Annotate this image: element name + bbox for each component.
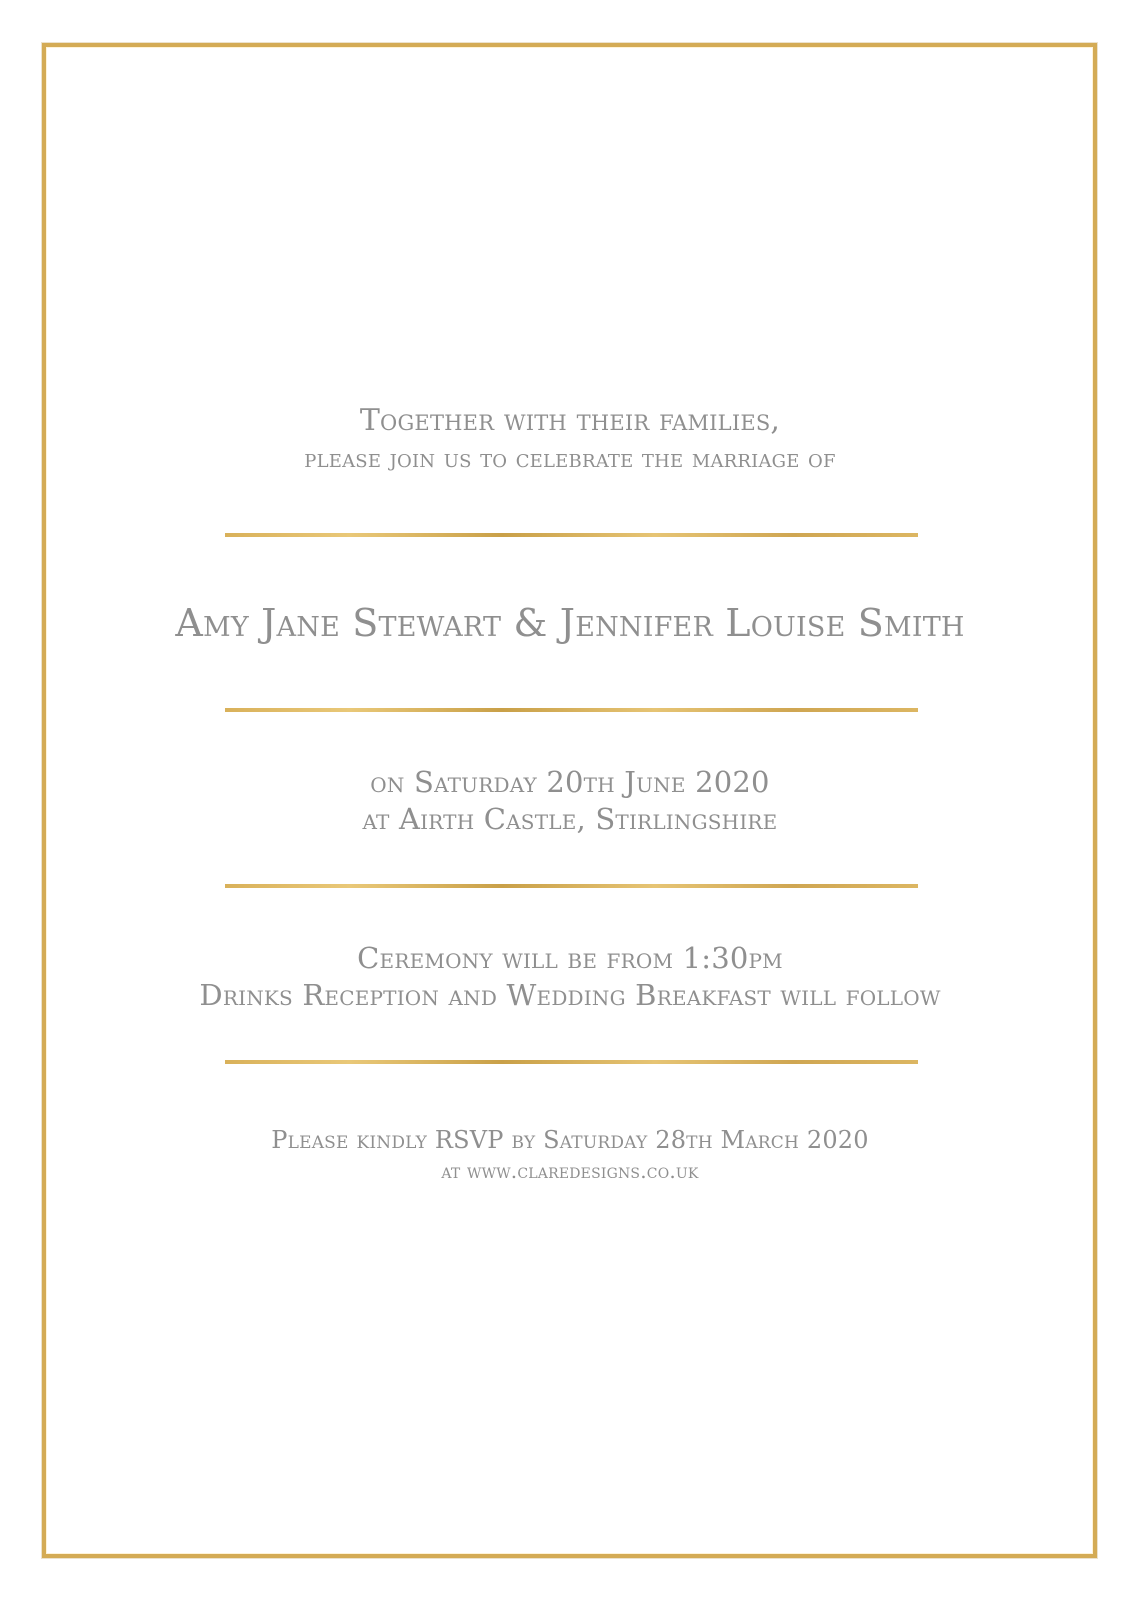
intro-line-celebrate: please join us to celebrate the marriage of — [304, 444, 836, 474]
intro-line-families: Together with their families, — [359, 403, 781, 438]
intro-text — [0, 403, 1140, 474]
date-and-venue — [0, 765, 1140, 836]
rsvp-website: at www.claredesigns.co.uk — [441, 1159, 699, 1183]
ceremony-time: Ceremony will be from 1:30pm — [357, 941, 783, 975]
couple-names — [0, 601, 1140, 645]
gold-divider-1 — [225, 533, 918, 537]
wedding-venue: at Airth Castle, Stirlingshire — [362, 802, 778, 836]
schedule — [0, 941, 1140, 1012]
gold-divider-4 — [225, 1060, 918, 1064]
reception-note: Drinks Reception and Wedding Breakfast will follow — [199, 978, 941, 1012]
couple-names-text: Amy Jane Stewart & Jennifer Louise Smith — [175, 601, 965, 645]
rsvp-deadline: Please kindly RSVP by Saturday 28th March 2020 — [271, 1126, 869, 1154]
gold-divider-2 — [225, 708, 918, 712]
rsvp-section — [0, 1128, 1140, 1181]
gold-divider-3 — [225, 884, 918, 888]
wedding-date: on Saturday 20th June 2020 — [370, 765, 770, 799]
